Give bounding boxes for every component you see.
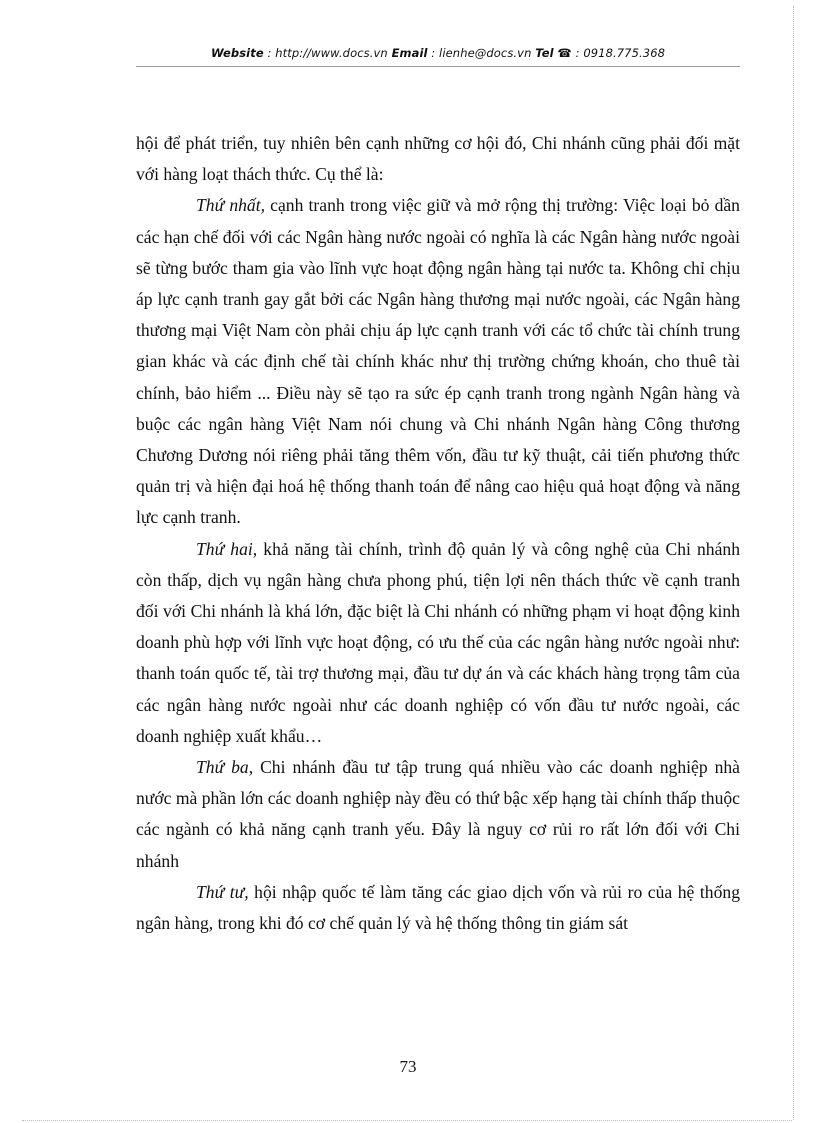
header-divider: [136, 66, 740, 67]
paragraph-5-text: hội nhập quốc tế làm tăng các giao dịch vốn và rủi ro của hệ thống ngân hàng, trong khi đó cơ chế quản lý và hệ thống thông tin giám sát: [136, 881, 740, 934]
page-bottom-border: [22, 1120, 792, 1121]
paragraph-4: [136, 752, 740, 877]
paragraph-2-text: cạnh tranh trong việc giữ và mở rộng thị trường: Việc loại bỏ dần các hạn chế đối với các Ngân hàng nước ngoài có nghĩa là các Ngân hàng nước ngoài sẽ từng bước tham gia vào lĩnh vực hoạt động ngân hàng tại nước ta. Không chỉ chịu áp lực cạnh tranh gay gắt bởi các Ngân hàng thương mại nước ngoài, các Ngân hàng thương mại Việt Nam còn phải chịu áp lực cạnh tranh với các tổ chức tài chính trung gian khác và các định chế tài chính khác như thị trường chứng khoán, cho thuê tài chính, bảo hiểm ... Điều này sẽ tạo ra sức ép cạnh tranh trong ngành Ngân hàng và buộc các ngân hàng Việt Nam nói chung và Chi nhánh Ngân hàng Công thương Chương Dương nói riêng phải tăng thêm vốn, đầu tư kỹ thuật, cải tiến phương thức quản trị và hiện đại hoá hệ thống thanh toán để nâng cao hiệu quả hoạt động và năng lực cạnh tranh.: [136, 195, 740, 528]
paragraph-4-text: Chi nhánh đầu tư tập trung quá nhiều vào các doanh nghiệp nhà nước mà phần lớn các doanh nghiệp này đều có thứ bậc xếp hạng tài chính thấp thuộc các ngành có khả năng cạnh tranh yếu. Đây là nguy cơ rủi ro rất lớn đối với Chi nhánh: [136, 757, 740, 871]
tel-label: Tel: [535, 46, 554, 60]
paragraph-2: [136, 190, 740, 533]
paragraph-3-lead: Thứ hai,: [196, 538, 258, 559]
website-separator: :: [263, 46, 276, 60]
body-text: [136, 128, 740, 939]
page-number: 73: [399, 1057, 417, 1076]
paragraph-3: [136, 534, 740, 752]
tel-value: 0918.775.368: [583, 46, 666, 60]
tel-separator: :: [571, 46, 584, 60]
paragraph-1: hội để phát triển, tuy nhiên bên cạnh những cơ hội đó, Chi nhánh cũng phải đối mặt với hàng loạt thách thức. Cụ thể là:: [136, 133, 740, 185]
phone-icon: ☎: [557, 46, 572, 60]
website-label: Website: [210, 46, 264, 60]
website-url: http://www.docs.vn: [275, 46, 388, 60]
paragraph-5-lead: Thứ tư,: [196, 881, 249, 902]
paragraph-5: [136, 877, 740, 939]
paragraph-2-lead: Thứ nhất,: [196, 195, 266, 216]
paragraph-4-lead: Thứ ba,: [196, 757, 254, 778]
page-header: [136, 46, 740, 60]
email-label: Email: [391, 46, 428, 60]
email-separator: :: [427, 46, 440, 60]
paragraph-3-text: khả năng tài chính, trình độ quản lý và công nghệ của Chi nhánh còn thấp, dịch vụ ngân hàng chưa phong phú, tiện lợi nên thách thức về cạnh tranh đối với Chi nhánh là khá lớn, đặc biệt là Chi nhánh có những phạm vi hoạt động kinh doanh phù hợp với lĩnh vực hoạt động, có ưu thế của các ngân hàng nước ngoài như: thanh toán quốc tế, tài trợ thương mại, đầu tư dự án và các khách hàng trọng tâm của các ngân hàng nước ngoài như các doanh nghiệp có vốn đầu tư nước ngoài, các doanh nghiệp xuất khẩu…: [136, 538, 740, 746]
page-right-border: [793, 6, 794, 1120]
email-value: lienhe@docs.vn: [439, 46, 532, 60]
